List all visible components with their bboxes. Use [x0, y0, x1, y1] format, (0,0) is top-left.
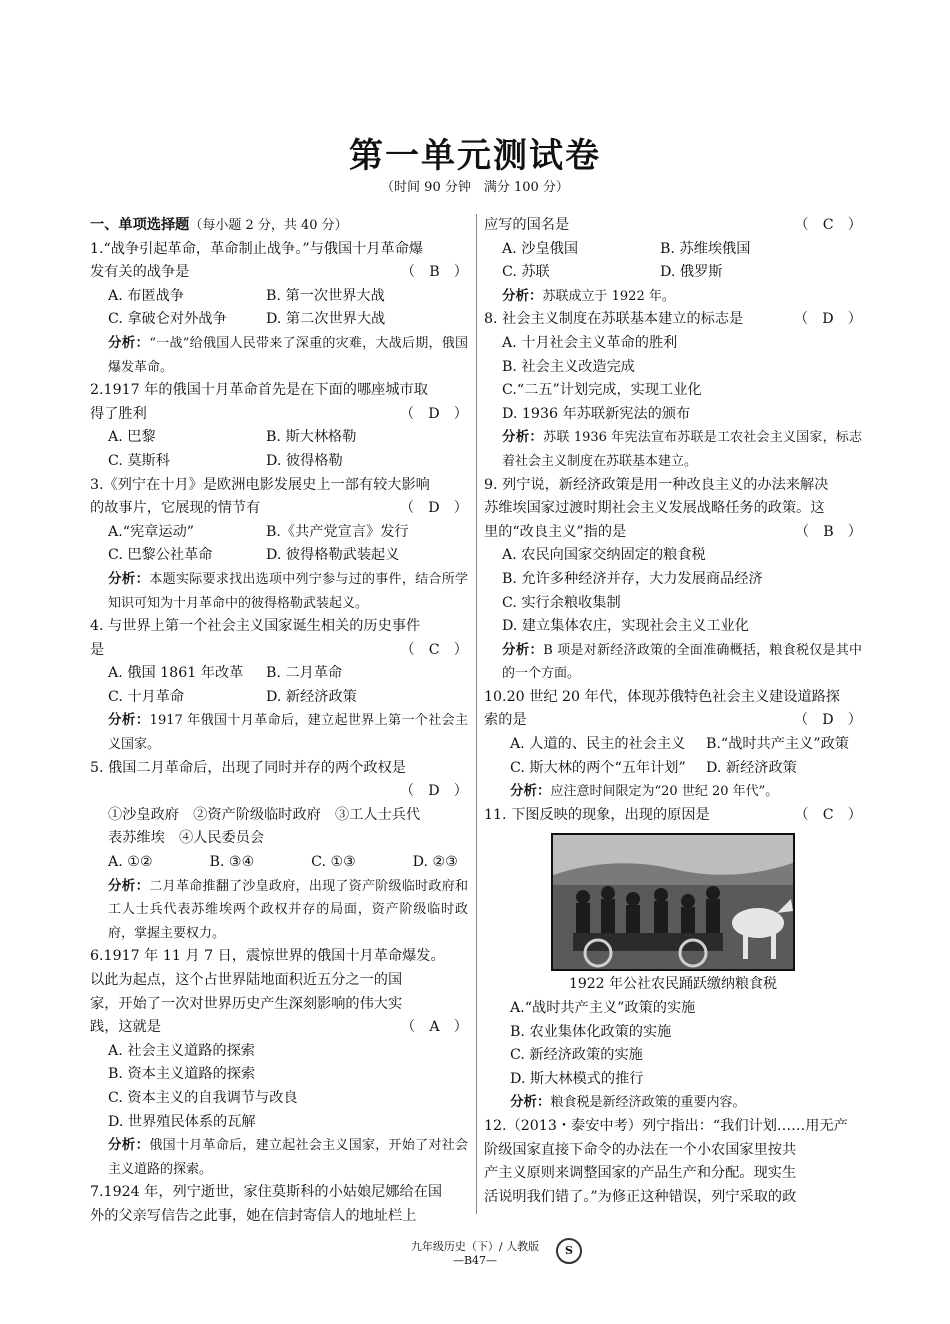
- answer: （ D ）: [793, 712, 862, 729]
- right-column: [484, 214, 862, 1209]
- options: A. 布匿战争 B. 第一次世界大战: [108, 287, 385, 304]
- analysis: 分析：应注意时间限定为“20 世纪 20 年代”。: [510, 783, 779, 800]
- page-subtitle: （时间 90 分钟 满分 100 分）: [381, 180, 569, 195]
- analysis: 分析：本题实际要求找出选项中列宁参与过的事件，结合所学知识可知为十月革命中的彼得格勒武装起义。: [108, 570, 468, 611]
- analysis: 分析：苏联成立于 1922 年。: [502, 287, 675, 304]
- question-11: 11. 下图反映的现象，出现的原因是 （ C ）: [484, 804, 862, 828]
- page-title: 第一单元测试卷: [349, 136, 601, 176]
- question-12: 12.（2013・泰安中考）列宁指出：“我们计划……用无产 阶级国家直接下命令的办法在一个小农国家里按共 产主义原则来调整国家的产品生产和分配。现实生 活说明我们错了。”为修正这种错误，列宁采取的政: [484, 1118, 848, 1205]
- question-3: 3.《列宁在十月》是欧洲电影发展史上一部有较大影响 的故事片，它展现的情节有 （ D ）: [90, 474, 468, 521]
- question-2: 2.1917 年的俄国十月革命首先是在下面的哪座城市取 得了胜利 （ D ）: [90, 379, 468, 426]
- option-a: A. 十月社会主义革命的胜利: [502, 334, 678, 351]
- question-8: 8. 社会主义制度在苏联基本建立的标志是 （ D ）: [484, 308, 862, 332]
- option-a: A. 社会主义道路的探索: [108, 1042, 255, 1059]
- question-7-cont: 应写的国名是 （ C ）: [484, 214, 862, 238]
- question-5: 5. 俄国二月革命后，出现了同时并存的两个政权是 （ D ）: [90, 757, 468, 804]
- option-b: B. 社会主义改造完成: [502, 358, 635, 375]
- analysis: 分析：“一战”给俄国人民带来了深重的灾难，大战后期，俄国爆发革命。: [108, 334, 469, 375]
- options: C. 巴黎公社革命 D. 彼得格勒武装起义: [108, 547, 400, 564]
- option-a: A. 农民向国家交纳固定的粮食税: [502, 547, 706, 564]
- question-4: 4. 与世界上第一个社会主义国家诞生相关的历史事件 是 （ C ）: [90, 615, 468, 662]
- answer: （ C ）: [794, 806, 862, 823]
- option-d: D. 斯大林模式的推行: [510, 1070, 644, 1087]
- options: A. 沙皇俄国 B. 苏维埃俄国: [502, 240, 751, 257]
- answer: （ C ）: [794, 217, 862, 233]
- footer-book-title: 九年级历史（下）/ 人教版: [410, 1240, 540, 1253]
- options: C. 十月革命 D. 新经济政策: [108, 688, 357, 705]
- option-d: D. 1936 年苏联新宪法的颁布: [502, 405, 691, 422]
- analysis: 分析：粮食税是新经济政策的重要内容。: [510, 1094, 746, 1111]
- option-c: C. 资本主义的自我调节与改良: [108, 1089, 298, 1106]
- option-c: C.“二五”计划完成，实现工业化: [502, 382, 702, 399]
- options: C. 斯大林的两个“五年计划” D. 新经济政策: [510, 759, 797, 776]
- options: C. 拿破仑对外战争 D. 第二次世界大战: [108, 311, 386, 328]
- answer: （ C ）: [400, 641, 468, 658]
- answer: （ A ）: [401, 1019, 468, 1036]
- answer: （ D ）: [399, 405, 468, 422]
- question-9: 9. 列宁说，新经济政策是用一种改良主义的办法来解决 苏维埃国家过渡时期社会主义发展战略任务的政策。这 里的“改良主义”指的是 （ B ）: [484, 474, 862, 545]
- options: A. 人道的、民主的社会主义 B.“战时共产主义”政策: [510, 736, 849, 753]
- options: A. 巴黎 B. 斯大林格勒: [108, 429, 357, 446]
- page-footer: [0, 1240, 950, 1268]
- option-b: B. 允许多种经济并存，大力发展商品经济: [502, 570, 763, 587]
- option-d: D. 世界殖民体系的瓦解: [108, 1113, 256, 1130]
- analysis: 分析：1917 年俄国十月革命后，建立起世界上第一个社会主义国家。: [108, 712, 469, 753]
- question-1: 1.“战争引起革命，革命制止战争。”与俄国十月革命爆 发有关的战争是 （ B ）: [90, 238, 468, 285]
- options: A.“宪章运动” B.《共产党宣言》发行: [108, 523, 409, 540]
- answer: （ D ）: [399, 783, 468, 800]
- question-items: ①沙皇政府 ②资产阶级临时政府 ③工人士兵代: [108, 806, 421, 823]
- option-b: B. 农业集体化政策的实施: [510, 1023, 672, 1040]
- question-items: 表苏维埃 ④人民委员会: [108, 830, 265, 847]
- question-7: 7.1924 年，列宁逝世，家住莫斯科的小姑娘尼娜给在国 外的父亲写信告之此事，她在信封寄信人的地址栏上: [90, 1184, 443, 1224]
- question-6: 6.1917 年 11 月 7 日，震惊世界的俄国十月革命爆发。 以此为起点，这个占世界陆地面积近五分之一的国 家，开始了一次对世界历史产生深刻影响的伟大实 践，这就是 （ A ）: [90, 945, 468, 1039]
- section-heading: 一、单项选择题（每小题 2 分，共 40 分）: [90, 217, 348, 233]
- photo-illustration: [553, 835, 793, 969]
- answer: （ D ）: [793, 311, 862, 328]
- historical-photo: [551, 833, 795, 971]
- options: A. 俄国 1861 年改革 B. 二月革命: [108, 665, 343, 682]
- answer: （ B ）: [400, 264, 468, 281]
- page-number: —B47—: [452, 1254, 498, 1267]
- option-b: B. 资本主义道路的探索: [108, 1066, 256, 1083]
- option-c: C. 新经济政策的实施: [510, 1047, 643, 1064]
- options: C. 莫斯科 D. 彼得格勒: [108, 452, 343, 469]
- analysis: 分析：俄国十月革命后，建立起社会主义国家，开始了对社会主义道路的探索。: [108, 1137, 468, 1177]
- analysis: 分析：B 项是对新经济政策的全面准确概括，粮食税仅是其中的一个方面。: [502, 641, 863, 682]
- question-10: 10.20 世纪 20 年代，体现苏俄特色社会主义建设道路探 索的是 （ D ）: [484, 686, 862, 733]
- answer: （ D ）: [399, 500, 468, 517]
- analysis: 分析：二月革命推翻了沙皇政府，出现了资产阶级临时政府和工人士兵代表苏维埃两个政权并存的局面，资产阶级临时政府，掌握主要权力。: [108, 877, 468, 941]
- options: A. ①② B. ③④ C. ①③ D. ②③: [108, 854, 458, 871]
- column-divider: [476, 214, 477, 1214]
- analysis: 分析：苏联 1936 年宪法宣布苏联是工农社会主义国家，标志着社会主义制度在苏联基本建立。: [502, 429, 862, 469]
- photo-caption: 1922 年公社农民踊跃缴纳粮食税: [568, 976, 778, 993]
- option-c: C. 实行余粮收集制: [502, 594, 621, 611]
- answer: （ B ）: [794, 523, 862, 540]
- left-column: [90, 214, 468, 1229]
- options: C. 苏联 D. 俄罗斯: [502, 264, 723, 281]
- publisher-logo-icon: S: [556, 1238, 582, 1264]
- option-a: A.“战时共产主义”政策的实施: [510, 1000, 696, 1017]
- option-d: D. 建立集体农庄，实现社会主义工业化: [502, 618, 749, 635]
